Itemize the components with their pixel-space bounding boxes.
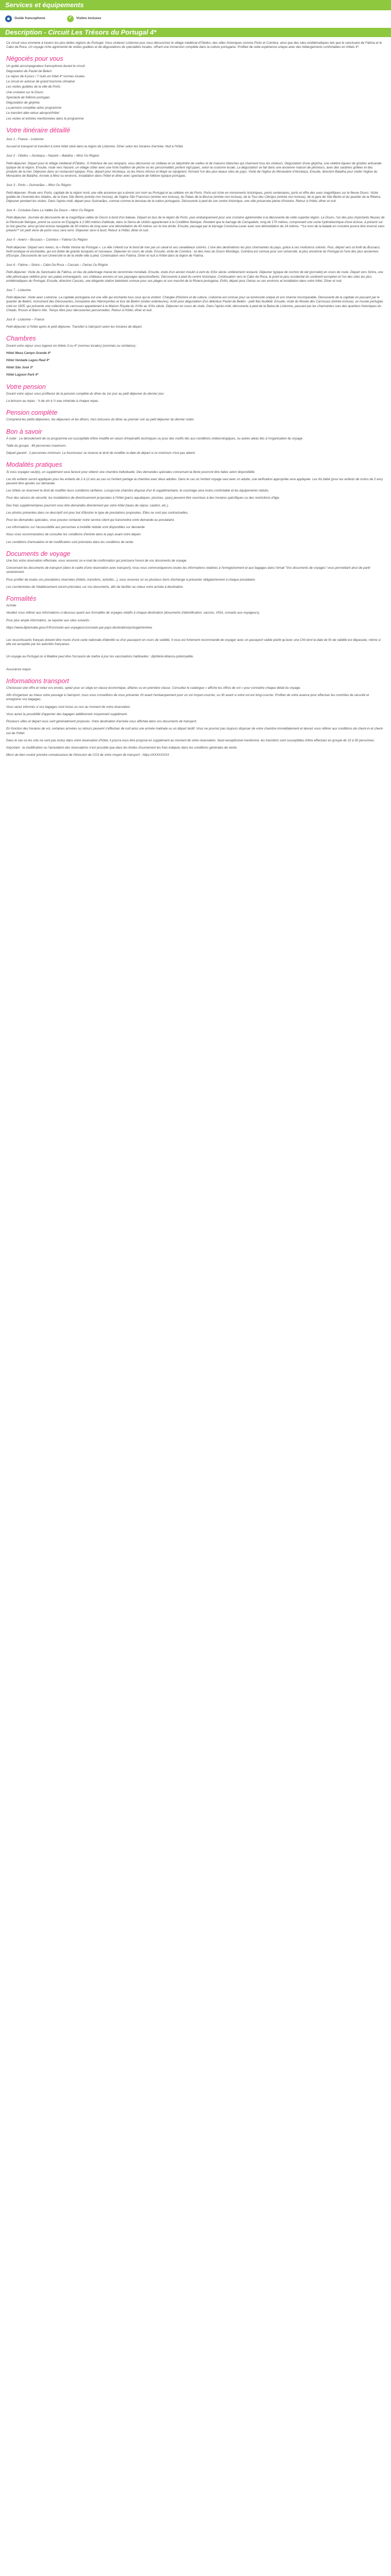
transport-text: Choisissez une offre et votez vos envies, optez pour un siège en classe économique, affaires ou en première classe. Consultez le catalogue « affiche les offres de vol » pour connaître chaque détail du voyage.: [6, 686, 301, 690]
condition-text: Les photos présentes dans ce descriptif ont pour but d'illustrer le type de prestations proposées. Elles ne sont pas contractuelles.: [6, 511, 189, 515]
day-text: Petit-déjeuner. Départ vers Aveiro, la « Petite Venise du Portugal ». La ville s'étend sur le bord de mer par un canal et ses canaldeaux colorés. L'une des destinations les plus charmantes du pays, grâce à ses moliceiros colorés. Puis, départ vers la forêt du Bussaco, forêt exotique et enchantée, qui est dotée de grands bosquets et ruisseaux. Déjeuner en cours de visite. Ensuite, visite de Coimbra : lui des rives du Douro Mondego, Coimbra est connue pour son université, la plus ancienne du Portugal et l'une des plus anciennes d'Europe. Découverte de son Université et de la vieille ville à pied. Continuation vers Fatima. Dîner et nuit à l'hôtel dans la région de Fatima.: [6, 245, 381, 258]
tip-text: Taille du groupe : 49 personnes maximum.: [6, 444, 67, 448]
transport-text: Vous aurez la possibilité d'apporter des bagages additionnels moyennant supplément.: [6, 712, 128, 716]
transport-text: Vous serez informés si vos bagages sont inclus ou non au moment de votre réservation.: [6, 705, 131, 709]
document-text: Concernant les documents de transport (dans le cadre d'une réservation avec transport), nous vous communiquerons toutes les informations relatives à l'enregistrement et aux bagages dans l'email "Vos documents de voyages" vous permettant ainsi de partir sereinement.: [6, 566, 371, 574]
document-text: Pour profiter de toutes vos prestations réservées (hôtels, transferts, activités...), vous recevrez un ou plusieurs bons d'échange à présenter obligatoirement à chaque prestataire.: [6, 578, 256, 582]
condition-text: Des frais supplémentaires pourront vous être demandés directement par votre hôtel (taxes de séjour, caution, etc.).: [6, 503, 169, 507]
visits-icon: [67, 15, 74, 22]
day-title: Jour 8 - Lisbonne – France: [6, 317, 44, 321]
description-title: Description - Circuit Les Trésors du Portugal 4*: [5, 28, 157, 36]
intro-text: Ce circuit vous emmène à travers les plus belles régions du Portugal. Vous visiterez Lisbonne puis vous découvrirez le village médiéval d'Óbidos, des villes historiques comme Porto et Coimbra, ainsi que des sites emblématiques tels que le sanctuaire de Fátima et le Cabo da Roca. Un voyage riche agrémenté de visites guidées et de dégustations de spécialités locales, offrant une immersion complète dans la culture portugaise. Profitez de cette expérience unique avec des hébergements confortables en hôtels 4*.: [6, 41, 382, 49]
services-icons: [0, 10, 391, 24]
formality-text: Un voyage au Portugal où à Madère peut être l'occasion de mettre à jour les vaccinations habituelles : diphtérie-tétanos-poliomyélite.: [6, 655, 194, 659]
included-item: Les visites et entrées mentionnées dans le programme: [6, 116, 84, 121]
itinerary-day: [6, 318, 385, 329]
included-item: Le circuit en autocar de grand tourisme climatisé: [6, 80, 75, 84]
day-text: Petit-déjeuner. Journée de découverte de la magnifique vallée du Douro à bord d'un bateau. Départ en bus de la région de Porto, puis embarquement pour une croisière agrémentée à la découverte de cette superbe région. Le Douro, l'un des plus importants fleuves de la Péninsule Ibérique, prend sa source en Espagne à 2 060 mètres d'altitude, dans la Sierra de Urbión appartenant à la Cordillère Ibérique. Pendant que le barrage de Carrapatelo, long de 170 mètres, comprenant une usine hydroélectrique d'une écluse, à présent sur la rive gauche, ainsi qu'une écluse navigable de 90 mètres de long avec une dénivellation de 43 mètres sur la rive droite. Ensuite, passage par le barrage Crestuma-Lever avec une dénivellation de 14 mètres. **Le nom de la balade en croisière pourra être inversé sans préavis** Un petit verre de porto vous sera servi. Déjeuner servi à bord. Retour à l'hôtel, dîner et nuit.: [6, 216, 385, 233]
included-heading: Négociés pour vous: [6, 55, 63, 63]
included-item: Spectacle de folklore portugais: [6, 95, 50, 99]
pension-complete-heading: Pension complète: [6, 409, 58, 417]
guide-icon: [5, 15, 12, 22]
pension-text: Durant votre séjour vous profiterez de la pension complète du dîner du 1er jour au petit déjeuner du dernier jour.: [6, 392, 165, 396]
day-text: Petit-déjeuner. Départ pour le village médiéval d'Óbidos. À l'intérieur de ses remparts, vous découvrez un château et un labyrinthe de ruelles et de maisons blanches qui charment tous les visiteurs. Dégustation d'une ginjinha, une célèbre liqueur de griottes artisanale typique de la région. Ensuite, route vers Nazaré, un village côtier avec une forte tradition de pêche où les personnalités portent vigil pipes, selon la coutume locale. La dégustation se fait dans une ancienne maison de pêcheurs, avec des sardines grillées et des produits de la mer. Déjeuner dans un restaurant typique. Puis, départ pour Alcobaça, où les frères Afonso et Mayé se rejoignent, formant l'un des plus beaux sites du pays. Visite de l'église du Monastère d'Alcobaça. Ensuite, direction Batalha pour visiter l'église du Monastère de Batalha. Arrivée à Minz ou environs. Installation dans l'hôtel et dîner avec spectacle de folklore typique portugais.: [6, 161, 382, 178]
hotel-name: Hôtel Mesa Campo Grande 4*: [6, 351, 51, 355]
rooms-intro: Durant votre séjour vous logerez en hôtels 3 ou 4* (normes locales) (nommés ou similaires) :: [6, 344, 138, 348]
condition-text: Les hôtels se réservent le droit de modifier leurs conditions tarifaires. Lorsqu'une chambre dispose d'un lit supplémentaire, le couchage sera moins confortable et les équipements réduits.: [6, 489, 269, 493]
condition-text: Pour des raisons de sécurité, les installations de divertissement proposées à l'hôtel (parcs aquatiques, piscines, spas) peuvent être soumises à des horaires spécifiques ou des restrictions d'âge.: [6, 496, 280, 500]
included-item: Le séjour de 8 jours / 7 nuits en hôtel 4* normes locales: [6, 75, 85, 79]
transport-text: En fonction des horaires de vol, certaines arrivées ou retours peuvent s'effectuer de nuit ainsi une arrivée matinale ou un départ tardif. Vous ne pourrez pas toujours disposer de votre chambre immédiatement et devrez vous référer aux conditions de check-in et check-out de l'hôtel.: [6, 727, 384, 735]
transport-text: Important : la modification ou l'annulation des réservations n'est possible que dans les limites d'ouvrement les frais indiqués dans les conditions générales de vente.: [6, 745, 238, 750]
tip-text: À noter : Le déroulement de ce programme est susceptible d'être modifié en raison d'impératifs techniques ou pour des motifs liés aux conditions météorologiques, ou autres aléas liés à l'organisation du voyage.: [6, 436, 303, 440]
formality-link[interactable]: https://www.diplomatie.gouv.fr/fr/conseils-aux-voyageurs/conseils-par-pays-destination/portugal/#entree: [6, 625, 152, 630]
condition-text: Les lits enfants seront appliqués pour les enfants de 2 à 12 ans au cas où l'enfant partage la chambre avec deux adultes. Dans le cas où l'enfant voyage seul avec un adulte, une tarification appropriée sera appliquée. Les lits bébé (pour les enfants de moins de 2 ans) peuvent être ajoutés sur demande.: [6, 477, 383, 485]
transport-text: Dans le cas où les vols ne sont pas inclus dans votre réservation d'hôtel, il pourra vous être proposé en supplément au moment de votre réservation. Seuil exceptionnel mentionné, les transferts sont susceptibles d'être effectués en groupe de 15 à 50 personnes.: [6, 738, 375, 742]
formalities-subheading: Arrivée: [6, 604, 17, 608]
description-header-bar: [0, 28, 391, 37]
itinerary-day: [6, 289, 385, 313]
day-title: Jour 1 - France - Lisbonne: [6, 138, 44, 142]
day-text: Petit-déjeuner. Route vers Porto, capitale de la région nord, une ville ancienne qui a donné son nom au Portugal et au célèbre vin de Porto. Porto est riche en monuments historiques, ponts centenaires, ports et offre des vues magnifiques sur le fleuve Douro. Visite guidée de l'Avenida dos Aliados, de la Gare São Bento (entrée non incluse), de l'église São Francisco (entrée non incluse), du Palais de la Bourse (entrée non incluse), de la Tour des Clérigos (entrée non incluse), de la gare de São Bento et du quartier de la Ribeira. Déjeuner pendant les visites. Dans l'après-midi, départ pour Guimarães, connue comme le berceau de la nation portugaise. Découverte à pied de son centre historique, une ville préservée pleine d'histoire. Retour à l'hôtel, dîner et nuit.: [6, 191, 381, 204]
hotel-name: Hôtel Lagoon Park 4*: [6, 373, 39, 377]
condition-text: Pour les demandes spéciales, vous pouvez contacter notre service client qui transmettra votre demande au prestataire.: [6, 518, 175, 522]
formality-text: Veuillez vous référer aux informations ci-dessous quant aux formalités de voyages relatifs à chaque destination (documents d'identification, vaccins, VISA, conseils aux voyageurs).: [6, 611, 260, 615]
rooms-heading: Chambres: [6, 335, 36, 343]
included-item: La pension complète selon programme: [6, 106, 61, 110]
included-list: [6, 64, 385, 121]
included-item: Une croisière sur le Douro: [6, 90, 43, 94]
day-text: Accueil et transport et transfert à votre hôtel situé dans la région de Lisbonne. Dîner selon les horaires d'arrivée. Nuit à l'hôtel.: [6, 145, 184, 149]
service-guide: [5, 15, 45, 22]
day-text: Petit-déjeuner. Visite du Sanctuaire de Fátima, un lieu de pèlerinage marial de renommée mondiale. Ensuite, visite d'un ancien moulin à vent du XIXe siècle, entièrement restauré. Déjeuner typique de cochon de lait (porcelet) en cours de route. Départ vers Sintra, une ville pittoresque célèbre pour ses palais extravagants, ses châteaux anciens et ses paysages époustouflants. Découverte à pied du centre historique. Continuation vers le Cabo da Roca, le point le plus occidental du continent européen et l'un des sites les plus emblématiques du Portugal. Ensuite, direction Cascais, une élégante station balnéaire connue pour ses plages et son marché de la Riviera portugaise. Enfin, départ pour Oeiras ou ses environs et installation dans votre hôtel. Dîner et nuit.: [6, 270, 383, 283]
services-header-bar: [0, 0, 391, 10]
condition-text: Si vous voyagez seul(e), un supplément sera facturé pour obtenir une chambre individuelle. Des demandes spéciales concernant la literie pourront être faites selon disponibilité.: [6, 470, 255, 474]
transport-text: Merci de bien vouloir prendre connaissance de l'émission de CO2 de votre moyen de transport : https://XXXXXXXX: [6, 753, 169, 757]
day-title: Jour 5 - Aveiro – Bussaco – Coimbra – Fatima Ou Région: [6, 238, 88, 242]
service-visits: [67, 15, 102, 22]
formalities-heading: Formalités: [6, 595, 37, 603]
service-visits-label: Visites incluses: [76, 16, 102, 20]
included-item: Dégustation de ginjinha: [6, 101, 40, 105]
day-title: Jour 2 - Obidos – Alcobaça – Nazaré – Batalha – Minz Ou Région: [6, 154, 100, 158]
service-guide-label: Guide francophone: [14, 16, 45, 20]
itinerary-heading: Votre itinéraire détaillé: [6, 126, 70, 134]
transport-text: Plusieurs villes et départ vous sont généralement proposés. Votre destination d'arrivée vous affichée dans vos documents de transport.: [6, 720, 198, 724]
spacer: [6, 633, 385, 638]
hotel-name: Hôtel Verdade Lagos Real 4*: [6, 358, 50, 362]
included-item: Un guide accompagnateur francophone durant le circuit: [6, 64, 85, 68]
day-title: Jour 3 - Porto – Guimarães – Minz Ou Région: [6, 183, 71, 188]
included-item: Le transfert aller-retour aéroport/hôtel: [6, 111, 59, 115]
itinerary-day: [6, 154, 385, 178]
spacer: [6, 650, 385, 655]
day-title: Jour 7 - Lisbonne: [6, 288, 31, 292]
formality-text: Assurance requis: [6, 667, 31, 671]
pension-note: La boisson au repas : ¼ de vin à ½ eau minérale à chaque repas.: [6, 399, 99, 403]
transport-text: Afin d'organiser au mieux votre passage à l'aéroport, nous vous conseillons de vous présenter 2h avant l'embarquement pour un vol moyen-courrier, ou 3h avant si votre vol est long-courrier. Profitez de votre avance pour effectuer les contrôles de sécurité et enregistrer vos bagages.: [6, 693, 369, 702]
main-content: [0, 37, 391, 757]
condition-text: Les conditions d'annulation et de modification sont précisées dans les conditions de vente.: [6, 540, 134, 544]
documents-heading: Documents de voyage: [6, 550, 71, 557]
itinerary-day: [6, 238, 385, 258]
pension-heading: Votre pension: [6, 383, 46, 391]
included-item: Les visites guidées de la ville de Porto: [6, 85, 60, 89]
transport-heading: Informations transport: [6, 677, 69, 685]
condition-text: Nous vous recommandons de consulter les conditions d'entrée dans le pays avant votre départ.: [6, 533, 141, 537]
spacer: [6, 663, 385, 668]
itinerary-day: [6, 209, 385, 233]
itinerary-day: [6, 138, 385, 149]
condition-text: Les informations sur l'accessibilité aux personnes à mobilité réduite sont disponibles sur demande.: [6, 526, 146, 530]
tips-heading: Bon à savoir: [6, 428, 42, 435]
hotel-name: Hôtel São José 3*: [6, 366, 33, 370]
itinerary-day: [6, 263, 385, 283]
formality-text: Les ressortissants français doivent être munis d'une carte nationale d'identité ou d'un passeport en cours de validité. Il vous est fortement recommandé de voyager avec un passeport valide plutôt qu'avec une CNI dont la date de fin de validité est dépassée, même si elle est acceptée par les autorités françaises.: [6, 638, 381, 647]
services-title: Services et équipements: [5, 1, 84, 9]
tip-text: Départ garanti : 2 personnes minimum. Le fournisseur se réserve le droit de modifier la date de départ si ce minimum n'est pas atteint.: [6, 451, 196, 455]
day-title: Jour 4 - Croisière Dans La Vallée Du Douro – Minz Ou Région: [6, 209, 94, 213]
day-text: Petit-déjeuner à l'hôtel après le petit déjeuner. Transfert à l'aéroport selon les horaires de départ.: [6, 325, 143, 329]
document-text: Une fois votre réservation effectuée, vous recevrez un e-mail de confirmation qui précisera l'envoi de vos documents de voyage.: [6, 559, 187, 563]
day-title: Jour 6 - Fatima – Sintra – Cabo Da Roca – Cascais – Oeiras Ou Région: [6, 263, 108, 267]
conditions-heading: Modalités pratiques: [6, 461, 62, 469]
formality-text: Pour plus ample information, se reporter aux sites suivants :: [6, 618, 91, 622]
pension-complete-text: Comprend les petits-déjeuners, les déjeuners et les dîners, hors boissons du dîner au premier soir au petit déjeuner du dernier matin.: [6, 418, 194, 422]
itinerary-day: [6, 183, 385, 204]
document-text: Les coordonnées de l'établissement seront précisées sur vos documents, afin de faciliter au mieux votre arrivée à destination.: [6, 585, 184, 589]
included-item: Dégustation de Pastel de Belem: [6, 69, 52, 73]
day-text: Petit-déjeuner. Visite avec Lisbonne. La capitale portugaise est une ville qui enchante tous ceux qui la visitent. Chargée d'histoire et de culture, Lisbonne est connue pour sa luminosité unique et son charme incomparable. Découverte de la capitale en passant par le quartier de Belém, monument des Découvertes, monastère des Hiéronymites et tour de Belém (visites extérieures). Arrêt pour dégustation d'un délicieux Pastel de Belém - petit flan feuilleté. Ensuite, visite du Musée des Carrosses (entrée incluse), un musée portugais créé en 1905, qui présente une collection de carrosses appartenant à la Maison Royale du XVIIe au XIXe siècle. Déjeuner en cours de visite. Dans l'après-midi, découverte à pied de la Baixa de Lisbonne, passant par les charmantes rues des quartiers historiques du Chiado, Rossio et Bairro Alto. Temps libre pour découvertes personnelles. Retour à l'hôtel, dîner et nuit.: [6, 296, 383, 312]
